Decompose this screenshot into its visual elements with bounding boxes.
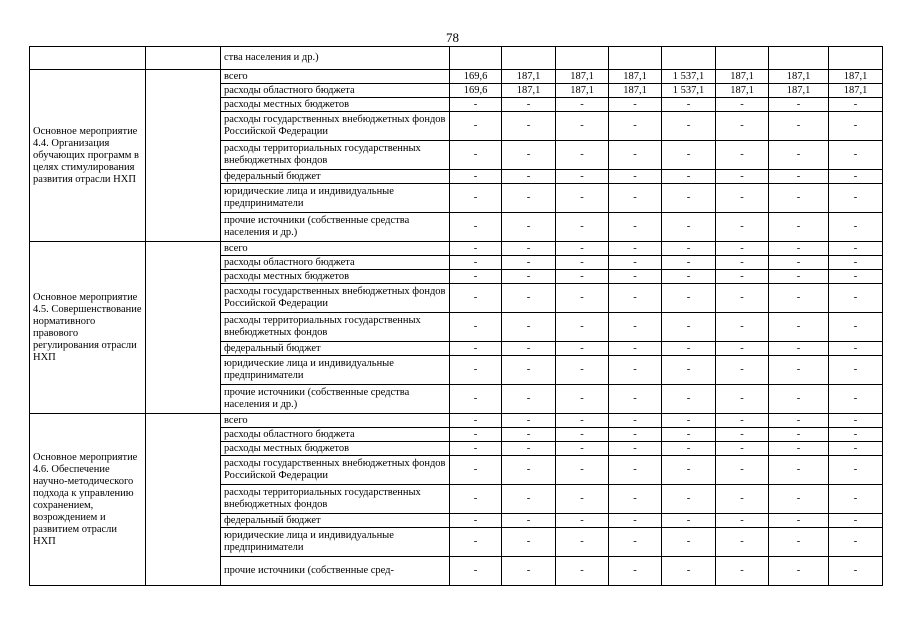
value-cell: - [556, 284, 609, 313]
executor-cell [146, 414, 221, 586]
value-cell: - [556, 514, 609, 528]
value-cell: - [829, 356, 883, 385]
measure-cell: Основное мероприятие 4.6. Обеспечение научно-методического подхода к управлению сохранением, возрождением и развитием отрасли НХП [30, 414, 146, 586]
value-cell: - [609, 313, 662, 342]
source-cell: прочие источники (собственные сред- [221, 557, 450, 586]
value-cell: - [450, 528, 502, 557]
value-cell: - [662, 414, 716, 428]
value-cell: - [556, 270, 609, 284]
value-cell: - [716, 256, 769, 270]
value-cell: - [502, 428, 556, 442]
value-cell: - [609, 428, 662, 442]
value-cell: - [556, 342, 609, 356]
value-cell: - [502, 342, 556, 356]
executor-cell [146, 70, 221, 242]
source-cell: прочие источники (собственные средства населения и др.) [221, 213, 450, 242]
value-cell: - [829, 98, 883, 112]
value-cell: - [769, 184, 829, 213]
value-cell: - [662, 170, 716, 184]
value-cell: - [829, 141, 883, 170]
value-cell: - [556, 98, 609, 112]
value-cell [556, 47, 609, 70]
value-cell: 187,1 [769, 84, 829, 98]
value-cell: - [502, 557, 556, 586]
executor-cell [146, 242, 221, 414]
value-cell: - [829, 442, 883, 456]
value-cell: 169,6 [450, 70, 502, 84]
value-cell: - [609, 270, 662, 284]
value-cell: - [716, 442, 769, 456]
value-cell: - [556, 242, 609, 256]
value-cell: - [662, 284, 716, 313]
value-cell: - [556, 184, 609, 213]
value-cell: - [716, 313, 769, 342]
value-cell: - [769, 342, 829, 356]
value-cell: - [556, 356, 609, 385]
value-cell: - [829, 428, 883, 442]
value-cell: - [450, 270, 502, 284]
value-cell: - [450, 557, 502, 586]
value-cell: - [556, 385, 609, 414]
value-cell: - [450, 213, 502, 242]
continuation-row [30, 47, 883, 70]
value-cell: - [556, 170, 609, 184]
value-cell: - [662, 242, 716, 256]
value-cell: - [556, 442, 609, 456]
value-cell: - [769, 98, 829, 112]
value-cell: - [769, 170, 829, 184]
value-cell: - [716, 342, 769, 356]
value-cell: - [556, 456, 609, 485]
value-cell: - [556, 428, 609, 442]
value-cell: 187,1 [716, 84, 769, 98]
value-cell: - [829, 242, 883, 256]
value-cell: - [829, 313, 883, 342]
measure-cell: Основное мероприятие 4.5. Совершенствование нормативного правового регулирования отрасли НХП [30, 242, 146, 414]
value-cell: - [609, 112, 662, 141]
value-cell: - [829, 414, 883, 428]
value-cell: - [662, 557, 716, 586]
value-cell: - [662, 256, 716, 270]
source-cell: расходы местных бюджетов [221, 270, 450, 284]
value-cell: - [502, 270, 556, 284]
value-cell: - [716, 485, 769, 514]
value-cell: - [502, 184, 556, 213]
value-cell: - [450, 184, 502, 213]
table-row [30, 242, 883, 256]
value-cell: - [609, 342, 662, 356]
source-cell: расходы государственных внебюджетных фондов Российской Федерации [221, 112, 450, 141]
value-cell: - [662, 485, 716, 514]
value-cell: - [502, 256, 556, 270]
table-row [30, 414, 883, 428]
value-cell: - [450, 256, 502, 270]
value-cell: - [829, 385, 883, 414]
source-cell: расходы местных бюджетов [221, 442, 450, 456]
value-cell: 187,1 [502, 70, 556, 84]
executor-cell [146, 47, 221, 70]
value-cell: - [609, 442, 662, 456]
value-cell: - [502, 242, 556, 256]
value-cell: - [609, 170, 662, 184]
value-cell: - [769, 528, 829, 557]
value-cell: - [769, 428, 829, 442]
value-cell: - [556, 313, 609, 342]
value-cell: - [609, 213, 662, 242]
value-cell: - [716, 514, 769, 528]
source-cell: ства населения и др.) [221, 47, 450, 70]
value-cell: - [502, 98, 556, 112]
value-cell: - [769, 141, 829, 170]
value-cell: - [556, 141, 609, 170]
value-cell: 187,1 [829, 70, 883, 84]
value-cell: - [716, 385, 769, 414]
value-cell: - [662, 270, 716, 284]
source-cell: расходы областного бюджета [221, 84, 450, 98]
value-cell: 187,1 [769, 70, 829, 84]
value-cell: - [556, 414, 609, 428]
value-cell: - [450, 112, 502, 141]
value-cell: - [769, 270, 829, 284]
value-cell: - [450, 456, 502, 485]
value-cell: - [829, 284, 883, 313]
value-cell: 187,1 [609, 84, 662, 98]
value-cell: - [450, 342, 502, 356]
value-cell: 1 537,1 [662, 70, 716, 84]
value-cell: 187,1 [829, 84, 883, 98]
value-cell: - [716, 528, 769, 557]
value-cell: - [450, 98, 502, 112]
value-cell: - [662, 385, 716, 414]
budget-table [29, 46, 883, 586]
measure-cell: Основное мероприятие 4.4. Организация обучающих программ в целях стимулирования развития отрасли НХП [30, 70, 146, 242]
value-cell: - [769, 442, 829, 456]
value-cell: - [829, 184, 883, 213]
source-cell: всего [221, 242, 450, 256]
value-cell: - [450, 141, 502, 170]
value-cell: - [769, 213, 829, 242]
value-cell: - [450, 485, 502, 514]
value-cell: - [609, 528, 662, 557]
value-cell: - [556, 528, 609, 557]
value-cell: - [716, 414, 769, 428]
value-cell: - [829, 514, 883, 528]
value-cell: 187,1 [609, 70, 662, 84]
value-cell: - [716, 242, 769, 256]
value-cell: - [450, 385, 502, 414]
value-cell [716, 47, 769, 70]
source-cell: расходы местных бюджетов [221, 98, 450, 112]
value-cell: - [662, 342, 716, 356]
value-cell: - [769, 313, 829, 342]
value-cell: - [716, 213, 769, 242]
value-cell: - [502, 385, 556, 414]
value-cell: - [716, 428, 769, 442]
value-cell: - [502, 313, 556, 342]
source-cell: расходы областного бюджета [221, 256, 450, 270]
value-cell: - [662, 428, 716, 442]
value-cell: - [769, 514, 829, 528]
value-cell: - [609, 256, 662, 270]
value-cell: - [609, 456, 662, 485]
value-cell: - [502, 514, 556, 528]
value-cell: - [450, 170, 502, 184]
value-cell: - [609, 284, 662, 313]
value-cell: - [502, 442, 556, 456]
value-cell: - [556, 213, 609, 242]
value-cell: - [556, 485, 609, 514]
source-cell: расходы государственных внебюджетных фондов Российской Федерации [221, 456, 450, 485]
source-cell: юридические лица и индивидуальные предприниматели [221, 184, 450, 213]
value-cell: - [450, 442, 502, 456]
value-cell: - [609, 98, 662, 112]
value-cell: - [769, 456, 829, 485]
value-cell: - [829, 557, 883, 586]
value-cell: - [716, 112, 769, 141]
value-cell: 1 537,1 [662, 84, 716, 98]
value-cell: 187,1 [502, 84, 556, 98]
value-cell: - [556, 557, 609, 586]
source-cell: юридические лица и индивидуальные предприниматели [221, 356, 450, 385]
table-body [30, 47, 883, 586]
value-cell: - [450, 414, 502, 428]
value-cell: 187,1 [556, 70, 609, 84]
source-cell: юридические лица и индивидуальные предприниматели [221, 528, 450, 557]
source-cell: расходы территориальных государственных внебюджетных фондов [221, 485, 450, 514]
source-cell: всего [221, 414, 450, 428]
value-cell: - [716, 284, 769, 313]
value-cell: - [502, 528, 556, 557]
table-row [30, 70, 883, 84]
source-cell: расходы областного бюджета [221, 428, 450, 442]
value-cell: - [502, 170, 556, 184]
value-cell: 187,1 [556, 84, 609, 98]
value-cell: - [716, 356, 769, 385]
value-cell [609, 47, 662, 70]
value-cell: - [769, 242, 829, 256]
value-cell: - [769, 414, 829, 428]
value-cell [769, 47, 829, 70]
value-cell: - [662, 528, 716, 557]
value-cell: - [662, 442, 716, 456]
source-cell: прочие источники (собственные средства населения и др.) [221, 385, 450, 414]
value-cell: - [716, 141, 769, 170]
page-number: 78 [446, 30, 459, 45]
value-cell: - [662, 313, 716, 342]
value-cell [662, 47, 716, 70]
value-cell: - [662, 141, 716, 170]
value-cell: - [716, 184, 769, 213]
value-cell: - [662, 184, 716, 213]
value-cell: - [829, 342, 883, 356]
value-cell: - [769, 284, 829, 313]
value-cell: - [502, 414, 556, 428]
value-cell: - [502, 456, 556, 485]
value-cell: - [450, 514, 502, 528]
source-cell: расходы государственных внебюджетных фондов Российской Федерации [221, 284, 450, 313]
value-cell: - [450, 313, 502, 342]
value-cell: - [609, 356, 662, 385]
value-cell: - [829, 112, 883, 141]
value-cell: - [769, 557, 829, 586]
value-cell [829, 47, 883, 70]
value-cell: - [609, 414, 662, 428]
value-cell: - [662, 112, 716, 141]
value-cell: - [716, 270, 769, 284]
value-cell: - [829, 170, 883, 184]
value-cell: - [502, 485, 556, 514]
value-cell: - [662, 98, 716, 112]
value-cell: - [662, 456, 716, 485]
source-cell: федеральный бюджет [221, 514, 450, 528]
value-cell: - [829, 213, 883, 242]
value-cell: - [609, 485, 662, 514]
value-cell: - [829, 485, 883, 514]
value-cell: - [769, 356, 829, 385]
value-cell: - [716, 170, 769, 184]
value-cell: - [662, 356, 716, 385]
value-cell: - [829, 256, 883, 270]
value-cell: - [609, 557, 662, 586]
value-cell: - [556, 256, 609, 270]
value-cell: - [829, 456, 883, 485]
source-cell: федеральный бюджет [221, 342, 450, 356]
value-cell: - [502, 112, 556, 141]
value-cell: - [609, 385, 662, 414]
value-cell: - [769, 256, 829, 270]
source-cell: расходы территориальных государственных внебюджетных фондов [221, 141, 450, 170]
source-cell: расходы территориальных государственных внебюджетных фондов [221, 313, 450, 342]
value-cell: - [662, 213, 716, 242]
value-cell: - [609, 514, 662, 528]
source-cell: федеральный бюджет [221, 170, 450, 184]
value-cell: - [609, 141, 662, 170]
value-cell: - [769, 485, 829, 514]
value-cell: 187,1 [716, 70, 769, 84]
value-cell: - [609, 242, 662, 256]
value-cell: - [716, 557, 769, 586]
measure-cell [30, 47, 146, 70]
value-cell: - [556, 112, 609, 141]
value-cell [502, 47, 556, 70]
value-cell: - [450, 356, 502, 385]
value-cell: - [716, 456, 769, 485]
value-cell: 169,6 [450, 84, 502, 98]
value-cell: - [502, 356, 556, 385]
value-cell: - [502, 213, 556, 242]
value-cell: - [450, 284, 502, 313]
value-cell: - [662, 514, 716, 528]
value-cell: - [502, 284, 556, 313]
value-cell: - [502, 141, 556, 170]
value-cell [450, 47, 502, 70]
value-cell: - [829, 528, 883, 557]
value-cell: - [450, 242, 502, 256]
value-cell: - [769, 112, 829, 141]
value-cell: - [716, 98, 769, 112]
value-cell: - [769, 385, 829, 414]
source-cell: всего [221, 70, 450, 84]
value-cell: - [450, 428, 502, 442]
value-cell: - [829, 270, 883, 284]
value-cell: - [609, 184, 662, 213]
